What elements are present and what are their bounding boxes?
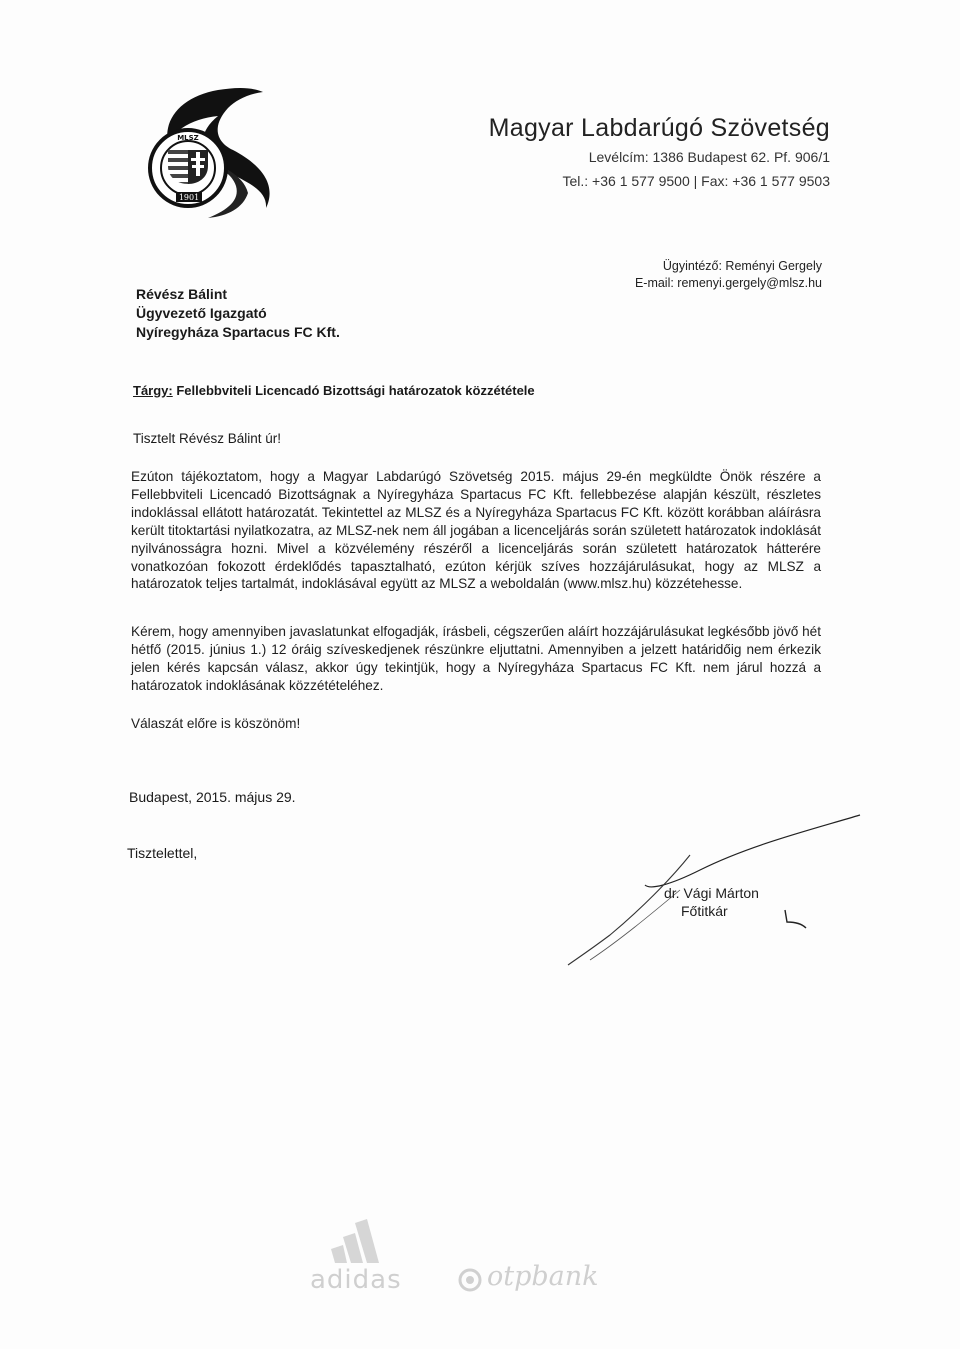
signer-title: Főtitkár bbox=[681, 903, 728, 919]
handler-info bbox=[635, 258, 822, 292]
adidas-stripes-icon bbox=[327, 1215, 397, 1265]
otp-leaf-icon bbox=[457, 1267, 483, 1293]
subject-text: Fellebbviteli Licencadó Bizottsági határozatok közzététele bbox=[172, 383, 535, 398]
recipient-position: Ügyvezető Igazgató bbox=[136, 305, 267, 321]
sponsor-otpbank: otpbank bbox=[487, 1261, 599, 1292]
org-name: Magyar Labdarúgó Szövetség bbox=[488, 114, 830, 142]
signer-block bbox=[664, 884, 759, 920]
mlsz-logo bbox=[148, 88, 278, 228]
signer-name: dr. Vági Márton bbox=[664, 885, 759, 901]
paragraph-1: Ezúton tájékoztatom, hogy a Magyar Labdarúgó Szövetség 2015. május 29-én megküldte Önök részére a Fellebbviteli Licencadó Bizottságnak a Nyíregyháza Spartacus FC Kft. fellebbezése alapján készült, részletes indoklással ellátott határozatát. Tekintettel az MLSZ és a Nyíregyháza Spartacus FC Kft. között korábban aláírásra került titoktartási nyilatkozatra, az MLSZ-nek nem áll jogában a licenceljárás során született határozatok indoklását nyilvánosságra hozni. Mivel a közvélemény részéről a licenceljárás során született határozatok hátterére vonatkozóan fokozott érdeklődés tapasztalható, ezúton kérjük szíves hozzájárulásukat, hogy az MLSZ a határozatok teljes tartalmát, indoklásával együtt az MLSZ a weboldalán (www.mlsz.hu) közzétehesse. bbox=[131, 469, 821, 592]
paragraph-3: Válaszát előre is köszönöm! bbox=[131, 716, 301, 731]
postal-address: Levélcím: 1386 Budapest 62. Pf. 906/1 bbox=[588, 149, 830, 165]
recipient-block bbox=[136, 285, 340, 342]
paragraph-2: Kérem, hogy amennyiben javaslatunkat elfogadják, írásbeli, cégszerűen aláírt hozzájárulásukat legkésőbb jövő hét hétfő (2015. június 1.) 12 óráig szíveskedjenek részünkre eljuttatni. Amennyiben a jelzett határidőig nem érkezik jelen kérés kapcsán válasz, akkor úgy tekintjük, hogy a Nyíregyháza Spartacus FC Kft. nem járul hozzá a határozatok indoklásának közzétételéhez. bbox=[131, 624, 821, 693]
place-date: Budapest, 2015. május 29. bbox=[129, 789, 296, 805]
phone-fax: Tel.: +36 1 577 9500 | Fax: +36 1 577 9503 bbox=[562, 173, 830, 189]
subject-label: Tárgy: bbox=[133, 383, 173, 398]
handler-name: Ügyintéző: Reményi Gergely bbox=[662, 259, 822, 273]
footer-sponsors bbox=[305, 1215, 665, 1305]
logo-ring-text: MLSZ bbox=[177, 134, 199, 142]
sponsor-adidas: adidas bbox=[310, 1265, 402, 1295]
salutation: Tisztelt Révész Bálint úr! bbox=[133, 431, 282, 446]
letterhead bbox=[489, 114, 830, 189]
handler-email: E-mail: remenyi.gergely@mlsz.hu bbox=[634, 276, 822, 290]
recipient-company: Nyíregyháza Spartacus FC Kft. bbox=[136, 324, 340, 340]
logo-year: 1901 bbox=[178, 193, 200, 202]
recipient-name: Révész Bálint bbox=[136, 286, 228, 302]
subject-line bbox=[133, 383, 535, 398]
closing: Tisztelettel, bbox=[127, 845, 198, 861]
